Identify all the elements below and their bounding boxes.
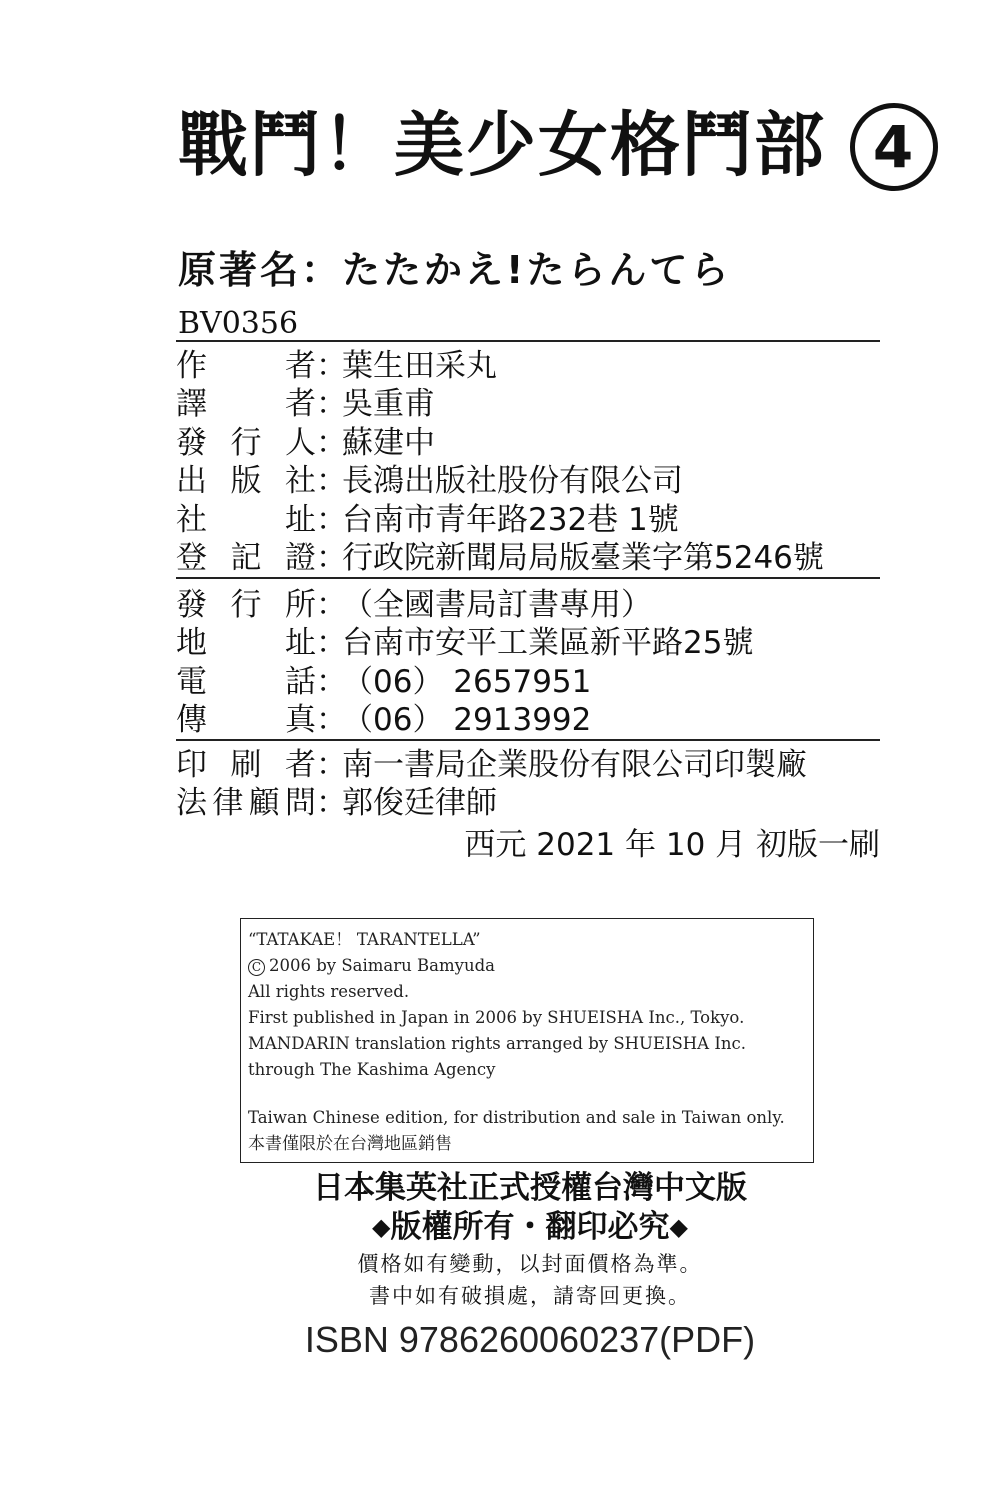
license-copyright-text: 2006 by Saimaru Bamyuda <box>269 956 495 975</box>
credit-label-char: 社 <box>285 463 316 500</box>
book-title-text: 戰鬥！美少女格鬥部 <box>178 104 826 186</box>
credit-row <box>176 536 880 575</box>
book-code: BV0356 <box>178 306 299 341</box>
credit-colon: ： <box>316 663 347 700</box>
isbn: ISBN 9786260060237(PDF) <box>304 1319 756 1360</box>
original-title: 原著名：たたかえ!たらんてら <box>178 248 732 292</box>
credit-label-char: 電 <box>176 663 207 700</box>
license-statement: 日本集英社正式授權台灣中文版 <box>313 1170 747 1206</box>
credit-label-char: 傳 <box>176 702 207 739</box>
credit-value: 台南市青年路232巷 1號 <box>342 501 679 538</box>
edition-info: 西元 2021 年 10 月 初版一刷 <box>464 827 880 863</box>
license-reserved: All rights reserved. <box>248 982 410 1001</box>
credits-group-2 <box>176 582 880 739</box>
book-title <box>178 100 938 191</box>
credit-row <box>176 497 880 536</box>
credit-label <box>176 694 316 739</box>
credit-colon: ： <box>316 540 347 577</box>
credit-value: 長鴻出版社股份有限公司 <box>342 463 683 500</box>
credit-value: 南一書局企業股份有限公司印製廠 <box>342 746 807 783</box>
credit-label-char: 刷 <box>230 746 262 783</box>
credit-colon: ： <box>316 702 347 739</box>
credit-label-char: 記 <box>230 540 262 577</box>
volume-number: 4 <box>850 103 938 191</box>
credit-colon: ： <box>316 347 347 384</box>
diamond-icon: ◆ <box>669 1213 688 1241</box>
credit-label-char: 顧 <box>248 785 280 822</box>
credits-group-1 <box>176 343 880 577</box>
license-distribution: Taiwan Chinese edition, for distribution and sale in Taiwan only. <box>248 1108 785 1127</box>
license-box <box>240 918 814 1163</box>
credit-label-char: 版 <box>230 463 262 500</box>
credit-colon: ： <box>316 625 347 662</box>
damage-note: 書中如有破損處，請寄回更換。 <box>369 1284 691 1308</box>
credit-row <box>176 459 880 498</box>
credit-colon: ： <box>316 746 347 783</box>
credit-row <box>176 382 880 421</box>
credit-label-char: 律 <box>212 785 244 822</box>
license-translation-rights: MANDARIN translation rights arranged by SHUEISHA Inc. <box>248 1034 746 1053</box>
credit-label-char: 行 <box>230 424 262 461</box>
credit-value: （06） 2657951 <box>342 663 592 700</box>
credit-label-char: 地 <box>176 625 207 662</box>
credit-label-char: 發 <box>176 586 207 623</box>
rights-statement: 版權所有・翻印必究 <box>390 1209 670 1245</box>
credit-row <box>176 781 880 820</box>
credit-colon: ： <box>316 386 347 423</box>
credit-value: 蘇建中 <box>342 424 435 461</box>
credit-row <box>176 698 880 737</box>
credit-label-char: 作 <box>176 347 207 384</box>
credit-label-char: 者 <box>285 746 316 783</box>
credit-label-char: 登 <box>176 540 207 577</box>
credit-label-char: 發 <box>176 424 207 461</box>
credit-value: 葉生田采丸 <box>342 347 497 384</box>
credit-label-char: 人 <box>285 424 316 461</box>
credit-label-char: 真 <box>285 702 316 739</box>
credit-label-char: 址 <box>285 501 316 538</box>
license-taiwan-only: 本書僅限於在台灣地區銷售 <box>248 1134 452 1154</box>
credit-row <box>176 742 880 781</box>
credit-label <box>176 532 316 577</box>
license-agency: through The Kashima Agency <box>248 1060 496 1079</box>
credits-group-3 <box>176 742 880 822</box>
credit-label-char: 法 <box>176 785 207 822</box>
credit-row <box>176 621 880 660</box>
credit-label-char: 者 <box>285 386 316 423</box>
credit-label-char: 譯 <box>176 386 207 423</box>
credit-value: （全國書局訂書專用） <box>342 586 652 623</box>
license-copyright <box>248 953 813 979</box>
credit-value: 吳重甫 <box>342 386 435 423</box>
credit-value: 台南市安平工業區新平路25號 <box>342 625 754 662</box>
credit-label-char: 社 <box>176 501 207 538</box>
credit-label-char: 出 <box>176 463 207 500</box>
credit-label <box>176 777 316 822</box>
copyright-icon: C <box>248 959 265 976</box>
credit-row <box>176 343 880 382</box>
price-note: 價格如有變動，以封面價格為準。 <box>357 1252 703 1276</box>
credit-label-char: 所 <box>285 586 316 623</box>
credit-label-char: 者 <box>285 347 316 384</box>
credit-colon: ： <box>316 586 347 623</box>
diamond-icon: ◆ <box>372 1213 391 1241</box>
credit-label-char: 址 <box>285 625 316 662</box>
credit-value: （06） 2913992 <box>342 702 592 739</box>
credit-colon: ： <box>316 785 347 822</box>
credit-colon: ： <box>316 463 347 500</box>
rights-statement-line <box>0 1207 1000 1247</box>
credit-row <box>176 420 880 459</box>
credit-label-char: 問 <box>284 785 316 822</box>
license-first-published: First published in Japan in 2006 by SHUEISHA Inc., Tokyo. <box>248 1008 745 1027</box>
license-original-title: “TATAKAE！ TARANTELLA” <box>248 930 481 949</box>
credit-label-char: 證 <box>285 540 316 577</box>
credit-colon: ： <box>316 424 347 461</box>
credit-label-char: 話 <box>285 663 316 700</box>
credit-label-char: 行 <box>230 586 262 623</box>
credit-label-char: 印 <box>176 746 207 783</box>
credit-value: 郭俊廷律師 <box>342 785 497 822</box>
credit-value: 行政院新聞局局版臺業字第5246號 <box>342 540 824 577</box>
credit-row <box>176 582 880 621</box>
credit-row <box>176 659 880 698</box>
credit-colon: ： <box>316 501 347 538</box>
